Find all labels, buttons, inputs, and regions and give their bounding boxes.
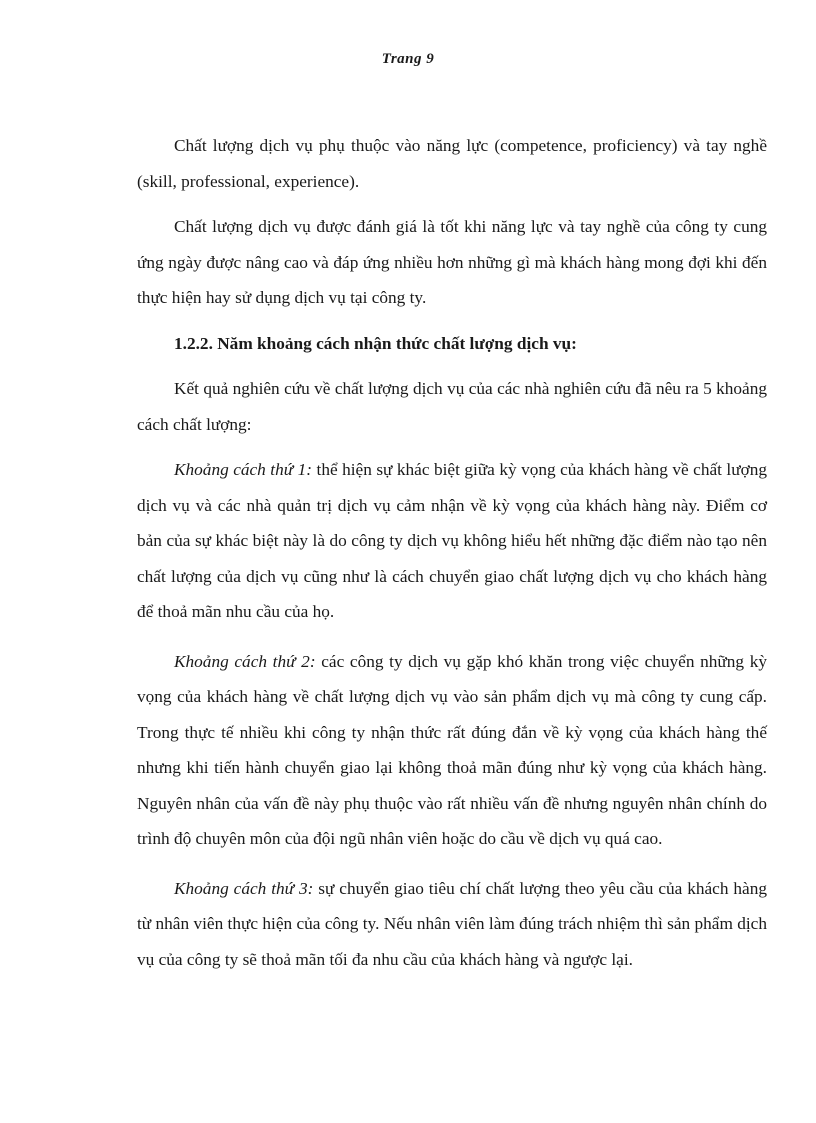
gap-1-text: thể hiện sự khác biệt giữa kỳ vọng của khách hàng về chất lượng dịch vụ và các nhà quản trị dịch vụ cảm nhận về kỳ vọng của khách hàng này. Điểm cơ bản của sự khác biệt này là do công ty dịch vụ không hiểu hết những đặc điểm nào tạo nên chất lượng của dịch vụ cũng như là cách chuyển giao chất lượng dịch vụ cho khách hàng để thoả mãn nhu cầu của họ. <box>137 460 767 621</box>
paragraph-gap-2 <box>137 644 767 857</box>
document-body <box>137 128 767 991</box>
gap-1-term: Khoảng cách thứ 1: <box>174 460 313 479</box>
paragraph-gap-3 <box>137 871 767 978</box>
gap-3-term: Khoảng cách thứ 3: <box>174 878 314 898</box>
section-heading: 1.2.2. Năm khoảng cách nhận thức chất lượng dịch vụ: <box>174 333 577 353</box>
page-header: Trang 9 <box>381 51 435 67</box>
gap-2-text: các công ty dịch vụ gặp khó khăn trong việc chuyển những kỳ vọng của khách hàng về chất lượng dịch vụ vào sản phẩm dịch vụ mà công ty cung cấp. Trong thực tế nhiều khi công ty nhận thức rất đúng đắn về kỳ vọng của khách hàng thế nhưng khi tiến hành chuyển giao lại không thoả mãn đúng như kỳ vọng của khách hàng. Nguyên nhân của vấn đề này phụ thuộc vào rất nhiều vấn đề nhưng nguyên nhân chính do trình độ chuyên môn của đội ngũ nhân viên hoặc do cầu về dịch vụ quá cao. <box>137 651 767 848</box>
gap-2-term: Khoảng cách thứ 2: <box>174 651 316 671</box>
paragraph-gap-1 <box>137 452 767 630</box>
paragraph-competence: Chất lượng dịch vụ phụ thuộc vào năng lực (competence, proficiency) và tay nghề (skill, professional, experience). <box>137 136 767 191</box>
paragraph-research-result: Kết quả nghiên cứu về chất lượng dịch vụ của các nhà nghiên cứu đã nêu ra 5 khoảng cách chất lượng: <box>137 379 767 434</box>
paragraph-quality-evaluation: Chất lượng dịch vụ được đánh giá là tốt khi năng lực và tay nghề của công ty cung ứng ngày được nâng cao và đáp ứng nhiều hơn những gì mà khách hàng mong đợi khi đến thực hiện hay sử dụng dịch vụ tại công ty. <box>137 217 767 307</box>
gap-3-text: sự chuyển giao tiêu chí chất lượng theo yêu cầu của khách hàng từ nhân viên thực hiện của công ty. Nếu nhân viên làm đúng trách nhiệm thì sản phẩm dịch vụ của công ty sẽ thoả mãn tối đa nhu cầu của khách hàng và ngược lại. <box>137 878 767 969</box>
